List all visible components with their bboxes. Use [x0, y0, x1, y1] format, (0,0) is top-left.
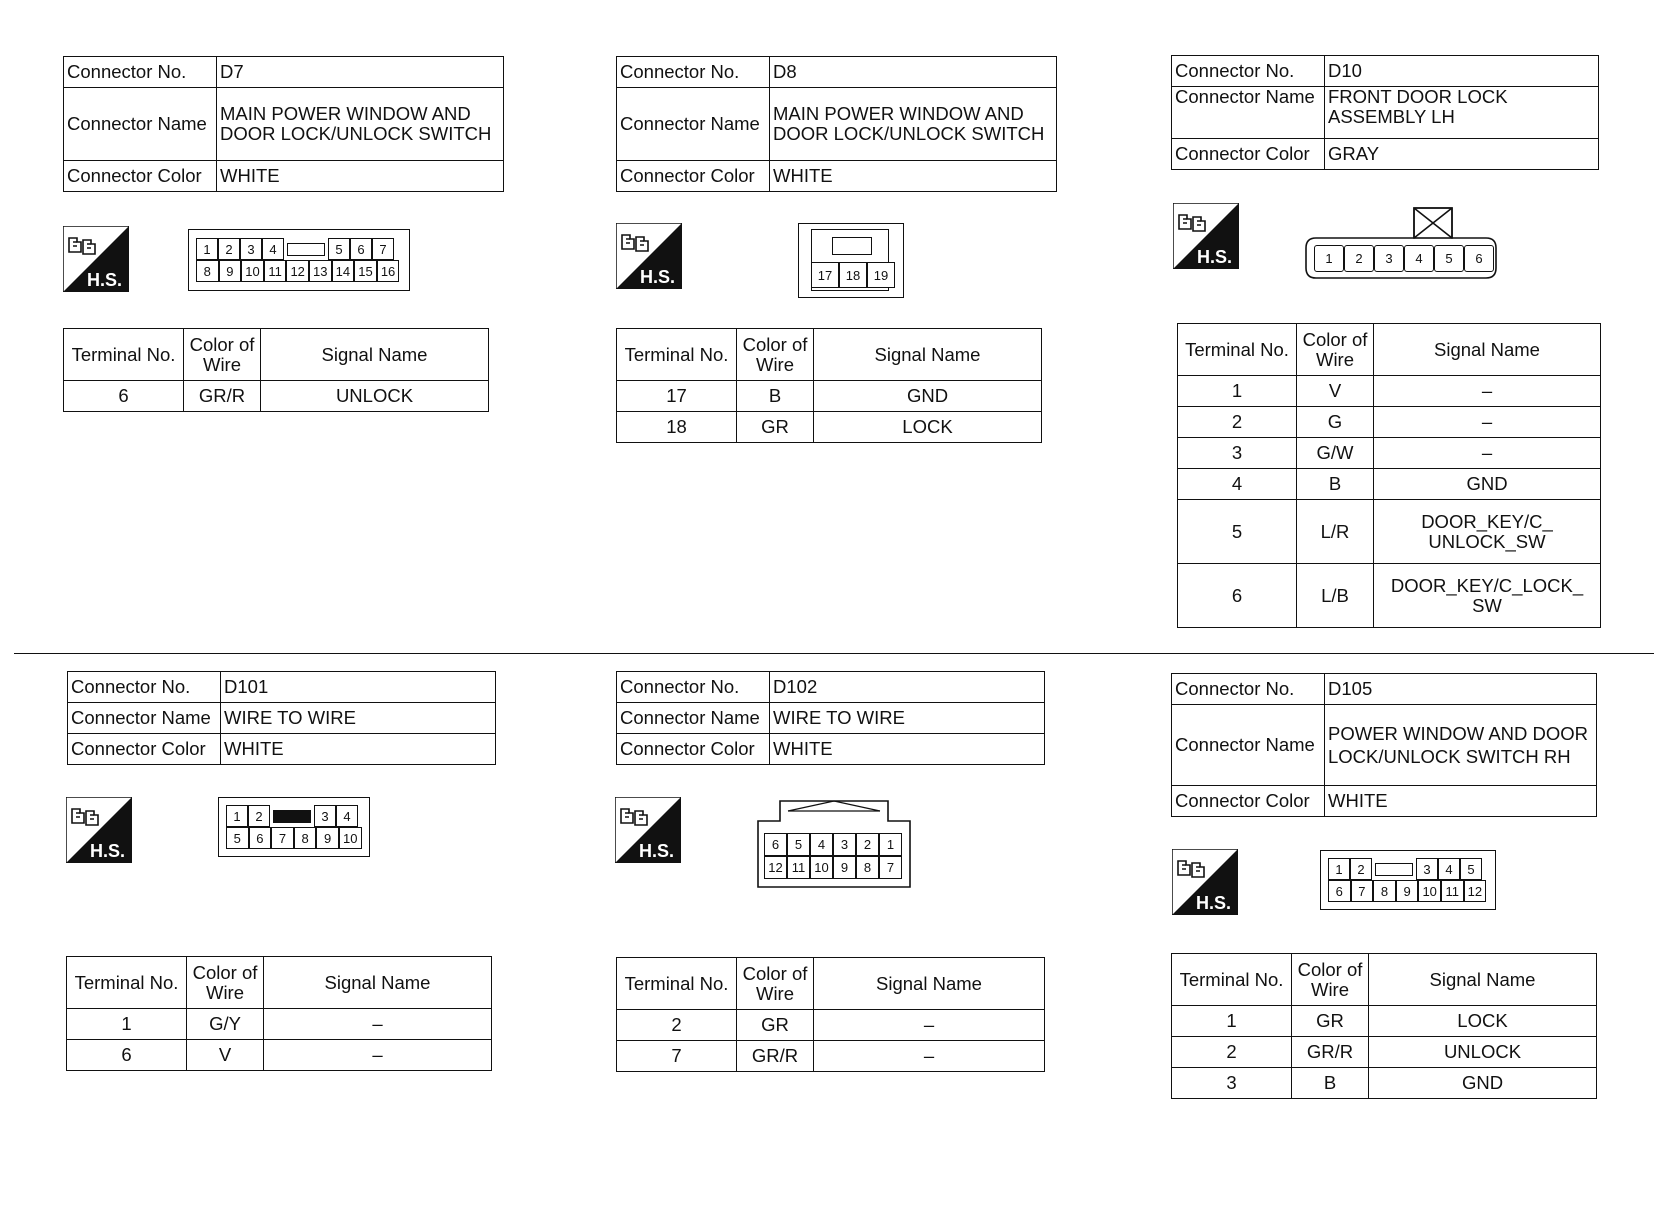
pin: 17 [811, 262, 839, 288]
connector-name-label: Connector Name [64, 88, 217, 161]
table-row [1178, 564, 1601, 628]
pin: 1 [196, 238, 218, 260]
signal-name: – [264, 1040, 492, 1071]
pin: 9 [1396, 880, 1419, 902]
terminal-no: 6 [67, 1040, 187, 1071]
table-row [64, 381, 489, 412]
pin: 7 [879, 856, 902, 879]
signal-name-header: Signal Name [261, 329, 489, 381]
connector-color-value: WHITE [221, 734, 496, 765]
pin: 11 [787, 856, 810, 879]
connector-name-label: Connector Name [68, 703, 221, 734]
connector-color-value: WHITE [770, 161, 1057, 192]
harness-side-badge [1173, 203, 1239, 269]
connector-name-value: FRONT DOOR LOCK ASSEMBLY LH [1325, 87, 1599, 139]
table-row [617, 412, 1042, 443]
pin-grid [196, 260, 399, 282]
harness-side-badge [1172, 849, 1238, 915]
pin: 6 [764, 833, 787, 856]
signal-name: LOCK [814, 412, 1042, 443]
connector-no-label: Connector No. [617, 57, 770, 88]
pin: 10 [339, 827, 362, 849]
connector-d10-face [1304, 206, 1504, 284]
connector-no-value: D8 [770, 57, 1057, 88]
terminal-no: 2 [1178, 407, 1297, 438]
connector-d8-terminal-table [616, 328, 1042, 443]
pin: 12 [1464, 880, 1487, 902]
pin: 3 [240, 238, 262, 260]
pin: 8 [1373, 880, 1396, 902]
pin-grid [226, 805, 358, 827]
pin: 6 [249, 827, 272, 849]
signal-name: GND [1369, 1068, 1597, 1099]
connector-name-value: WIRE TO WIRE [770, 703, 1045, 734]
signal-name-header: Signal Name [814, 329, 1042, 381]
table-row [1178, 407, 1601, 438]
pin: 1 [1328, 858, 1350, 880]
table-row [1172, 1068, 1597, 1099]
signal-name: DOOR_KEY/C_LOCK_ SW [1374, 564, 1601, 628]
wire-color-header: Color of Wire [737, 329, 814, 381]
hs-label: H.S. [87, 270, 123, 290]
connector-d102-terminal-table [616, 957, 1045, 1072]
pin: 2 [1344, 245, 1374, 272]
terminal-no-header: Terminal No. [1172, 954, 1292, 1006]
table-row [617, 1010, 1045, 1041]
pin: 4 [336, 805, 358, 827]
connector-d8-face [798, 223, 904, 298]
connector-color-label: Connector Color [64, 161, 217, 192]
terminal-no: 6 [64, 381, 184, 412]
pin: 7 [372, 238, 394, 260]
table-row [1172, 1006, 1597, 1037]
pin: 6 [1464, 245, 1494, 272]
connector-color-label: Connector Color [617, 734, 770, 765]
key-slot [270, 805, 314, 827]
key-slot [1372, 858, 1416, 880]
pin: 1 [879, 833, 902, 856]
pin: 7 [271, 827, 294, 849]
pin: 15 [354, 260, 377, 282]
terminal-no: 4 [1178, 469, 1297, 500]
hs-label: H.S. [90, 841, 126, 861]
signal-name: – [264, 1009, 492, 1040]
pin: 4 [810, 833, 833, 856]
terminal-no: 5 [1178, 500, 1297, 564]
connector-color-label: Connector Color [1172, 786, 1325, 817]
pin: 4 [262, 238, 284, 260]
pin: 1 [226, 805, 248, 827]
harness-side-badge [615, 797, 681, 863]
wire-color: G/Y [187, 1009, 264, 1040]
table-row [67, 1009, 492, 1040]
terminal-no: 18 [617, 412, 737, 443]
wire-color: G/W [1297, 438, 1374, 469]
pin: 2 [218, 238, 240, 260]
harness-side-badge [63, 226, 129, 292]
connector-d105-info [1171, 673, 1597, 817]
connector-d101-terminal-table [66, 956, 492, 1071]
wire-color: GR [737, 1010, 814, 1041]
connector-no-value: D10 [1325, 56, 1599, 87]
terminal-no-header: Terminal No. [67, 957, 187, 1009]
connector-d101-face [218, 797, 370, 857]
terminal-no: 6 [1178, 564, 1297, 628]
wire-color: GR [737, 412, 814, 443]
wire-color-header: Color of Wire [1292, 954, 1369, 1006]
connector-d7-info [63, 56, 504, 192]
connector-no-label: Connector No. [1172, 56, 1325, 87]
wire-color-header: Color of Wire [737, 958, 814, 1010]
pin: 9 [833, 856, 856, 879]
signal-name: – [1374, 438, 1601, 469]
connector-no-value: D102 [770, 672, 1045, 703]
pin: 10 [810, 856, 833, 879]
connector-color-label: Connector Color [1172, 139, 1325, 170]
wire-color: B [1297, 469, 1374, 500]
terminal-no-header: Terminal No. [64, 329, 184, 381]
connector-d105-face [1320, 850, 1496, 910]
signal-name: GND [1374, 469, 1601, 500]
pin: 19 [867, 262, 895, 288]
connector-color-value: WHITE [1325, 786, 1597, 817]
pin: 2 [1350, 858, 1372, 880]
harness-side-badge [616, 223, 682, 289]
signal-name-header: Signal Name [814, 958, 1045, 1010]
table-row [617, 1041, 1045, 1072]
pin: 5 [787, 833, 810, 856]
terminal-no: 3 [1172, 1068, 1292, 1099]
hs-label: H.S. [640, 267, 676, 287]
connector-d105-terminal-table [1171, 953, 1597, 1099]
pin: 9 [316, 827, 339, 849]
wire-color: B [1292, 1068, 1369, 1099]
signal-name: UNLOCK [1369, 1037, 1597, 1068]
connector-color-value: GRAY [1325, 139, 1599, 170]
connector-name-label: Connector Name [1172, 705, 1325, 786]
pin: 10 [241, 260, 264, 282]
pin: 6 [1328, 880, 1351, 902]
pin: 9 [219, 260, 242, 282]
pin: 16 [377, 260, 400, 282]
connector-d102-face [756, 799, 912, 889]
table-row [1178, 376, 1601, 407]
connector-d101-info [67, 671, 496, 765]
wire-color: G [1297, 407, 1374, 438]
wire-color: GR/R [737, 1041, 814, 1072]
pin: 5 [328, 238, 350, 260]
wire-color: L/R [1297, 500, 1374, 564]
signal-name-header: Signal Name [264, 957, 492, 1009]
key-slot [284, 238, 328, 260]
connector-name-value: POWER WINDOW AND DOOR LOCK/UNLOCK SWITCH RH [1325, 705, 1597, 786]
pin-grid [764, 833, 902, 879]
wire-color: V [1297, 376, 1374, 407]
pin: 1 [1314, 245, 1344, 272]
pin: 3 [1416, 858, 1438, 880]
pin: 12 [286, 260, 309, 282]
pin: 10 [1418, 880, 1441, 902]
terminal-no: 17 [617, 381, 737, 412]
connector-no-value: D105 [1325, 674, 1597, 705]
wire-color: V [187, 1040, 264, 1071]
hs-label: H.S. [639, 841, 675, 861]
pin: 4 [1404, 245, 1434, 272]
connector-color-value: WHITE [770, 734, 1045, 765]
table-row [1178, 438, 1601, 469]
harness-side-badge [66, 797, 132, 863]
connector-color-value: WHITE [217, 161, 504, 192]
pin: 12 [764, 856, 787, 879]
connector-name-value: MAIN POWER WINDOW AND DOOR LOCK/UNLOCK SWITCH [770, 88, 1057, 161]
connector-name-label: Connector Name [1172, 87, 1325, 139]
pin: 3 [833, 833, 856, 856]
connector-d10-info [1171, 55, 1599, 170]
key-slot [832, 237, 872, 255]
pin: 2 [856, 833, 879, 856]
wire-color-header: Color of Wire [1297, 324, 1374, 376]
connector-no-label: Connector No. [68, 672, 221, 703]
pin: 5 [226, 827, 249, 849]
pin: 4 [1438, 858, 1460, 880]
connector-name-label: Connector Name [617, 88, 770, 161]
wire-color: GR [1292, 1006, 1369, 1037]
signal-name: UNLOCK [261, 381, 489, 412]
terminal-no-header: Terminal No. [617, 958, 737, 1010]
pin: 5 [1434, 245, 1464, 272]
pin-grid [1328, 858, 1482, 880]
connector-no-label: Connector No. [617, 672, 770, 703]
terminal-no: 1 [67, 1009, 187, 1040]
pin: 11 [1441, 880, 1464, 902]
signal-name: – [1374, 407, 1601, 438]
pin: 3 [314, 805, 336, 827]
pin: 8 [856, 856, 879, 879]
signal-name: – [814, 1010, 1045, 1041]
wire-color: L/B [1297, 564, 1374, 628]
pin: 7 [1351, 880, 1374, 902]
pin: 14 [332, 260, 355, 282]
terminal-no: 1 [1178, 376, 1297, 407]
connector-d102-info [616, 671, 1045, 765]
wire-color-header: Color of Wire [184, 329, 261, 381]
connector-color-label: Connector Color [68, 734, 221, 765]
connector-no-value: D7 [217, 57, 504, 88]
pin: 11 [264, 260, 287, 282]
connector-no-label: Connector No. [1172, 674, 1325, 705]
table-row [1178, 500, 1601, 564]
signal-name: – [1374, 376, 1601, 407]
wire-color: GR/R [1292, 1037, 1369, 1068]
signal-name: GND [814, 381, 1042, 412]
table-row [67, 1040, 492, 1071]
pin: 2 [248, 805, 270, 827]
pin-grid [1328, 880, 1486, 902]
terminal-no: 2 [1172, 1037, 1292, 1068]
terminal-no: 2 [617, 1010, 737, 1041]
connector-no-value: D101 [221, 672, 496, 703]
connector-name-label: Connector Name [617, 703, 770, 734]
terminal-no-header: Terminal No. [617, 329, 737, 381]
pin-grid [811, 262, 895, 288]
pin: 13 [309, 260, 332, 282]
connector-name-value: WIRE TO WIRE [221, 703, 496, 734]
signal-name-header: Signal Name [1369, 954, 1597, 1006]
connector-d8-info [616, 56, 1057, 192]
pin-grid [226, 827, 362, 849]
hs-label: H.S. [1196, 893, 1232, 913]
connector-name-value: MAIN POWER WINDOW AND DOOR LOCK/UNLOCK SWITCH [217, 88, 504, 161]
wire-color: GR/R [184, 381, 261, 412]
signal-name: DOOR_KEY/C_ UNLOCK_SW [1374, 500, 1601, 564]
pin: 3 [1374, 245, 1404, 272]
pin: 8 [196, 260, 219, 282]
terminal-no: 7 [617, 1041, 737, 1072]
signal-name: LOCK [1369, 1006, 1597, 1037]
pin: 18 [839, 262, 867, 288]
pin: 5 [1460, 858, 1482, 880]
connector-d7-terminal-table [63, 328, 489, 412]
section-divider [14, 653, 1654, 654]
table-row [1178, 469, 1601, 500]
pin: 6 [350, 238, 372, 260]
connector-no-label: Connector No. [64, 57, 217, 88]
signal-name-header: Signal Name [1374, 324, 1601, 376]
hs-label: H.S. [1197, 247, 1233, 267]
connector-d7-face [188, 229, 410, 291]
connector-d10-terminal-table [1177, 323, 1601, 628]
signal-name: – [814, 1041, 1045, 1072]
table-row [1172, 1037, 1597, 1068]
pin-grid [1314, 245, 1494, 272]
terminal-no: 3 [1178, 438, 1297, 469]
wire-color-header: Color of Wire [187, 957, 264, 1009]
connector-color-label: Connector Color [617, 161, 770, 192]
pin: 8 [294, 827, 317, 849]
terminal-no: 1 [1172, 1006, 1292, 1037]
terminal-no-header: Terminal No. [1178, 324, 1297, 376]
table-row [617, 381, 1042, 412]
wire-color: B [737, 381, 814, 412]
